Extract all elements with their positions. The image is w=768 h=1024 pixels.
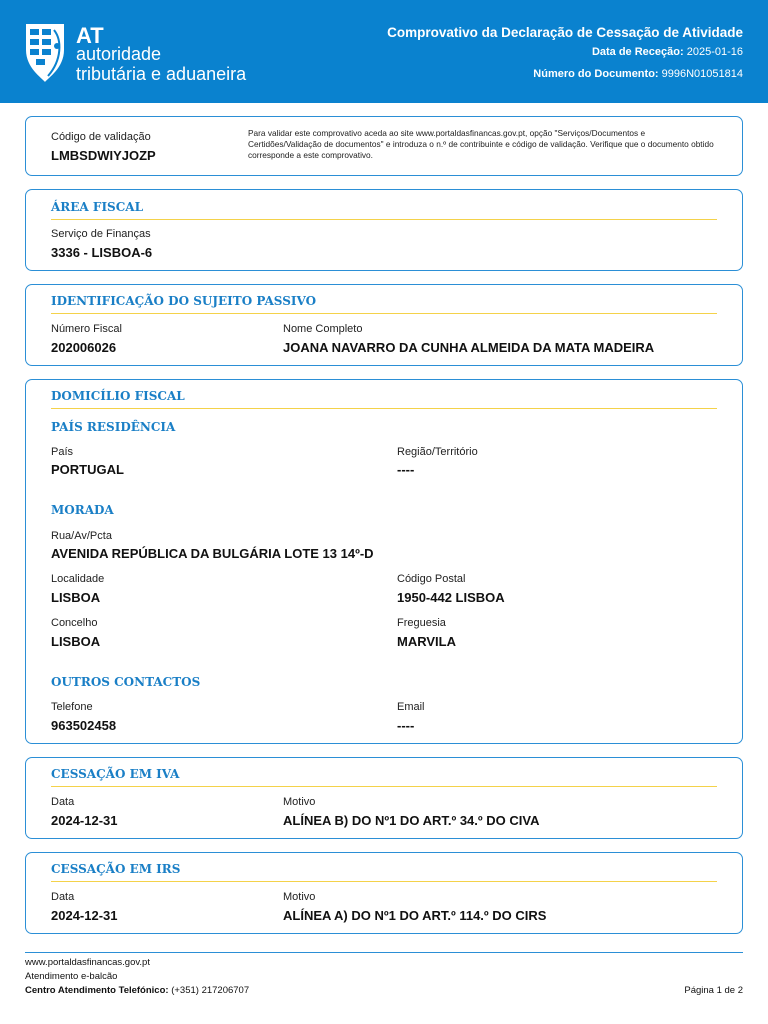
iva-motivo-label: Motivo [283,796,316,808]
cessacao-irs-title: CESSAÇÃO EM IRS [51,862,181,876]
regiao-label: Região/Território [397,446,478,458]
iva-data-value: 2024-12-31 [51,813,118,828]
footer-centro-telefonico [25,985,249,996]
codigo-postal-value: 1950-442 LISBOA [397,590,505,605]
telefone-value: 963502458 [51,718,117,733]
centro-telefonico-label: Centro Atendimento Telefónico: [25,985,169,996]
outros-contactos-title: OUTROS CONTACTOS [51,675,201,689]
area-fiscal-card [25,189,743,271]
cessacao-iva-card [25,757,743,839]
receipt-date [592,46,743,58]
section-divider [51,786,717,787]
regiao-value: ---- [397,462,415,477]
irs-data-value: 2024-12-31 [51,908,118,923]
document-number-value: 9996N01051814 [661,68,743,80]
receipt-date-value: 2025-01-16 [686,46,743,58]
email-value: ---- [397,718,415,733]
area-fiscal-title: ÁREA FISCAL [51,200,144,214]
localidade-value: LISBOA [51,590,101,605]
document-number [533,68,743,80]
concelho-value: LISBOA [51,634,101,649]
nome-completo-value: JOANA NAVARRO DA CUNHA ALMEIDA DA MATA MADEIRA [283,340,655,355]
telefone-label: Telefone [51,701,93,713]
freguesia-label: Freguesia [397,617,446,629]
domicilio-fiscal-card [25,379,743,744]
section-divider [51,219,717,220]
document-title: Comprovativo da Declaração de Cessação de Atividade [387,25,743,40]
codigo-postal-label: Código Postal [397,573,466,585]
iva-data-label: Data [51,796,75,808]
cessacao-irs-card [25,852,743,934]
validation-code-value: LMBSDWIYJOZP [51,148,156,163]
pais-residencia-title: PAÍS RESIDÊNCIA [51,420,176,434]
section-divider [51,881,717,882]
page-number: Página 1 de 2 [684,985,743,996]
footer-divider [25,952,743,953]
brand-line-1: autoridade [76,44,162,64]
sujeito-passivo-title: IDENTIFICAÇÃO DO SUJEITO PASSIVO [51,294,317,308]
validation-card [25,116,743,176]
document-header [0,0,768,103]
irs-motivo-value: ALÍNEA A) DO Nº1 DO ART.º 114.º DO CIRS [283,908,547,923]
brand-at: AT [76,23,104,48]
email-label: Email [397,701,425,713]
centro-telefonico-value: (+351) 217206707 [171,985,250,996]
freguesia-value: MARVILA [397,634,456,649]
servico-financas-label: Serviço de Finanças [51,228,151,240]
footer-site-link[interactable]: www.portaldasfinancas.gov.pt [25,957,150,968]
nome-completo-label: Nome Completo [283,323,363,335]
section-divider [51,313,717,314]
numero-fiscal-value: 202006026 [51,340,117,355]
brand-line-2: tributária e aduaneira [76,64,247,84]
receipt-date-label: Data de Receção: [591,46,684,58]
pais-label: País [51,446,74,458]
iva-motivo-value: ALÍNEA B) DO Nº1 DO ART.º 34.º DO CIVA [283,813,540,828]
domicilio-fiscal-title: DOMICÍLIO FISCAL [51,389,185,403]
footer-atendimento: Atendimento e-balcão [25,971,118,982]
cessacao-iva-title: CESSAÇÃO EM IVA [51,767,180,781]
rua-label: Rua/Av/Pcta [51,530,112,542]
irs-data-label: Data [51,891,75,903]
rua-value: AVENIDA REPÚBLICA DA BULGÁRIA LOTE 13 14º-D [51,546,374,561]
document-number-label: Número do Documento: [533,68,659,80]
concelho-label: Concelho [51,617,98,629]
sujeito-passivo-card [25,284,743,366]
validation-note: Para validar este comprovativo aceda ao site www.portaldasfinancas.gov.pt, opção "Serviços/Documentos e Certidões/Validação de documentos" e introduza o n.º de contribuinte e código de validação. Verifique que o documento obtido corresponde a este comprovativo. [248,128,714,160]
servico-financas-value: 3336 - LISBOA-6 [51,245,153,260]
pais-value: PORTUGAL [51,462,124,477]
localidade-label: Localidade [51,573,105,585]
morada-title: MORADA [51,503,114,517]
numero-fiscal-label: Número Fiscal [51,323,122,335]
validation-code-label: Código de validação [51,131,151,143]
at-logo-icon [24,20,70,86]
section-divider [51,408,717,409]
irs-motivo-label: Motivo [283,891,316,903]
